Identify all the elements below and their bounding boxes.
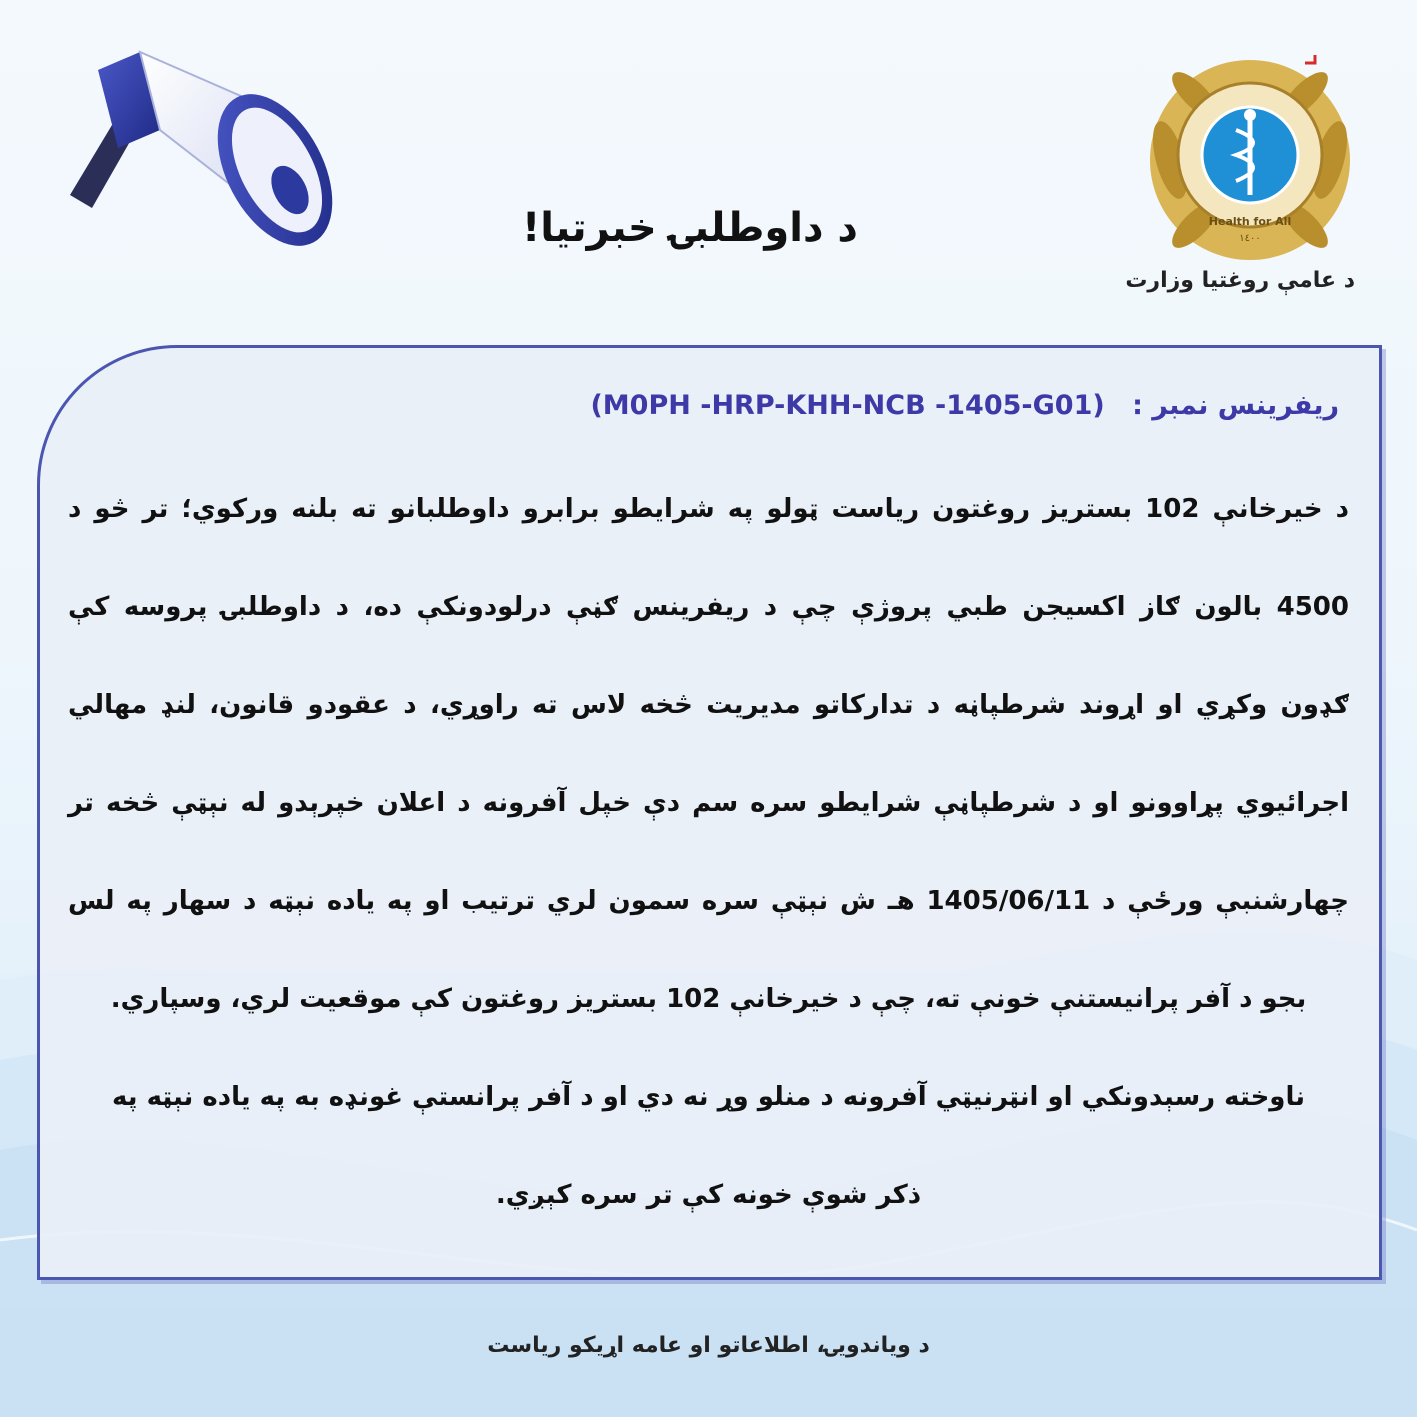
svg-text:Health for All: Health for All bbox=[1208, 215, 1292, 228]
notice-line: ذکر شوې خونه کې تر سره کېږي. bbox=[495, 1180, 922, 1210]
notice-line: ناوخته رسېدونکي او انټرنیټي آفرونه د منلو وړ نه دي او د آفر پرانستې غونډه به په یاده نېټه په bbox=[111, 1082, 1305, 1112]
svg-text:١٤٠٠: ١٤٠٠ bbox=[1239, 233, 1261, 244]
notice-line: چهارشنبې ورځې د 1405/06/11 هـ ش نېټې سره سمون لري ترتیب او په یاده نېټه د سهار په لس bbox=[68, 886, 1349, 916]
footer-department: د ویاندویۍ، اطلاعاتو او عامه اړیکو ریاست bbox=[487, 1333, 930, 1358]
notice-line: د خیرخانې 102 بستریز روغتون ریاست ټولو په شرایطو برابرو داوطلبانو ته بلنه ورکوي؛ تر څو د bbox=[68, 494, 1349, 524]
notice-body bbox=[68, 460, 1349, 1244]
notice-line: اجرائیوي پړاوونو او د شرطپاڼې شرایطو سره سم دې خپل آفرونه د اعلان خپرېدو له نېټې څخه تر bbox=[68, 788, 1349, 818]
ministry-name: د عامې روغتیا وزارت bbox=[1125, 268, 1355, 293]
notice-line: بجو د آفر پرانیستنې خونې ته، چې د خیرخانې 102 بستریز روغتون کې موقعیت لري، وسپاري. bbox=[110, 984, 1307, 1014]
page-title: د داوطلبۍ خبرتیا! bbox=[522, 205, 858, 251]
ministry-emblem bbox=[1140, 55, 1360, 265]
reference-label: ریفرینس نمبر : bbox=[1132, 390, 1339, 421]
notice-card bbox=[37, 345, 1382, 1280]
reference-line bbox=[590, 390, 1339, 421]
reference-code: (M0PH -HRP-KHH-NCB -1405-G01) bbox=[590, 390, 1105, 421]
notice-line: ګډون وکړي او اړوند شرطپاڼه د تدارکاتو مدیریت څخه لاس ته راوړي، د عقودو قانون، لنډ مهالي bbox=[68, 690, 1349, 720]
notice-line: 4500 بالون ګاز اکسیجن طبي پروژې چې د ریفرینس ګڼې درلودونکې ده، د داوطلبۍ پروسه کې bbox=[68, 592, 1349, 622]
megaphone-icon bbox=[50, 30, 350, 290]
